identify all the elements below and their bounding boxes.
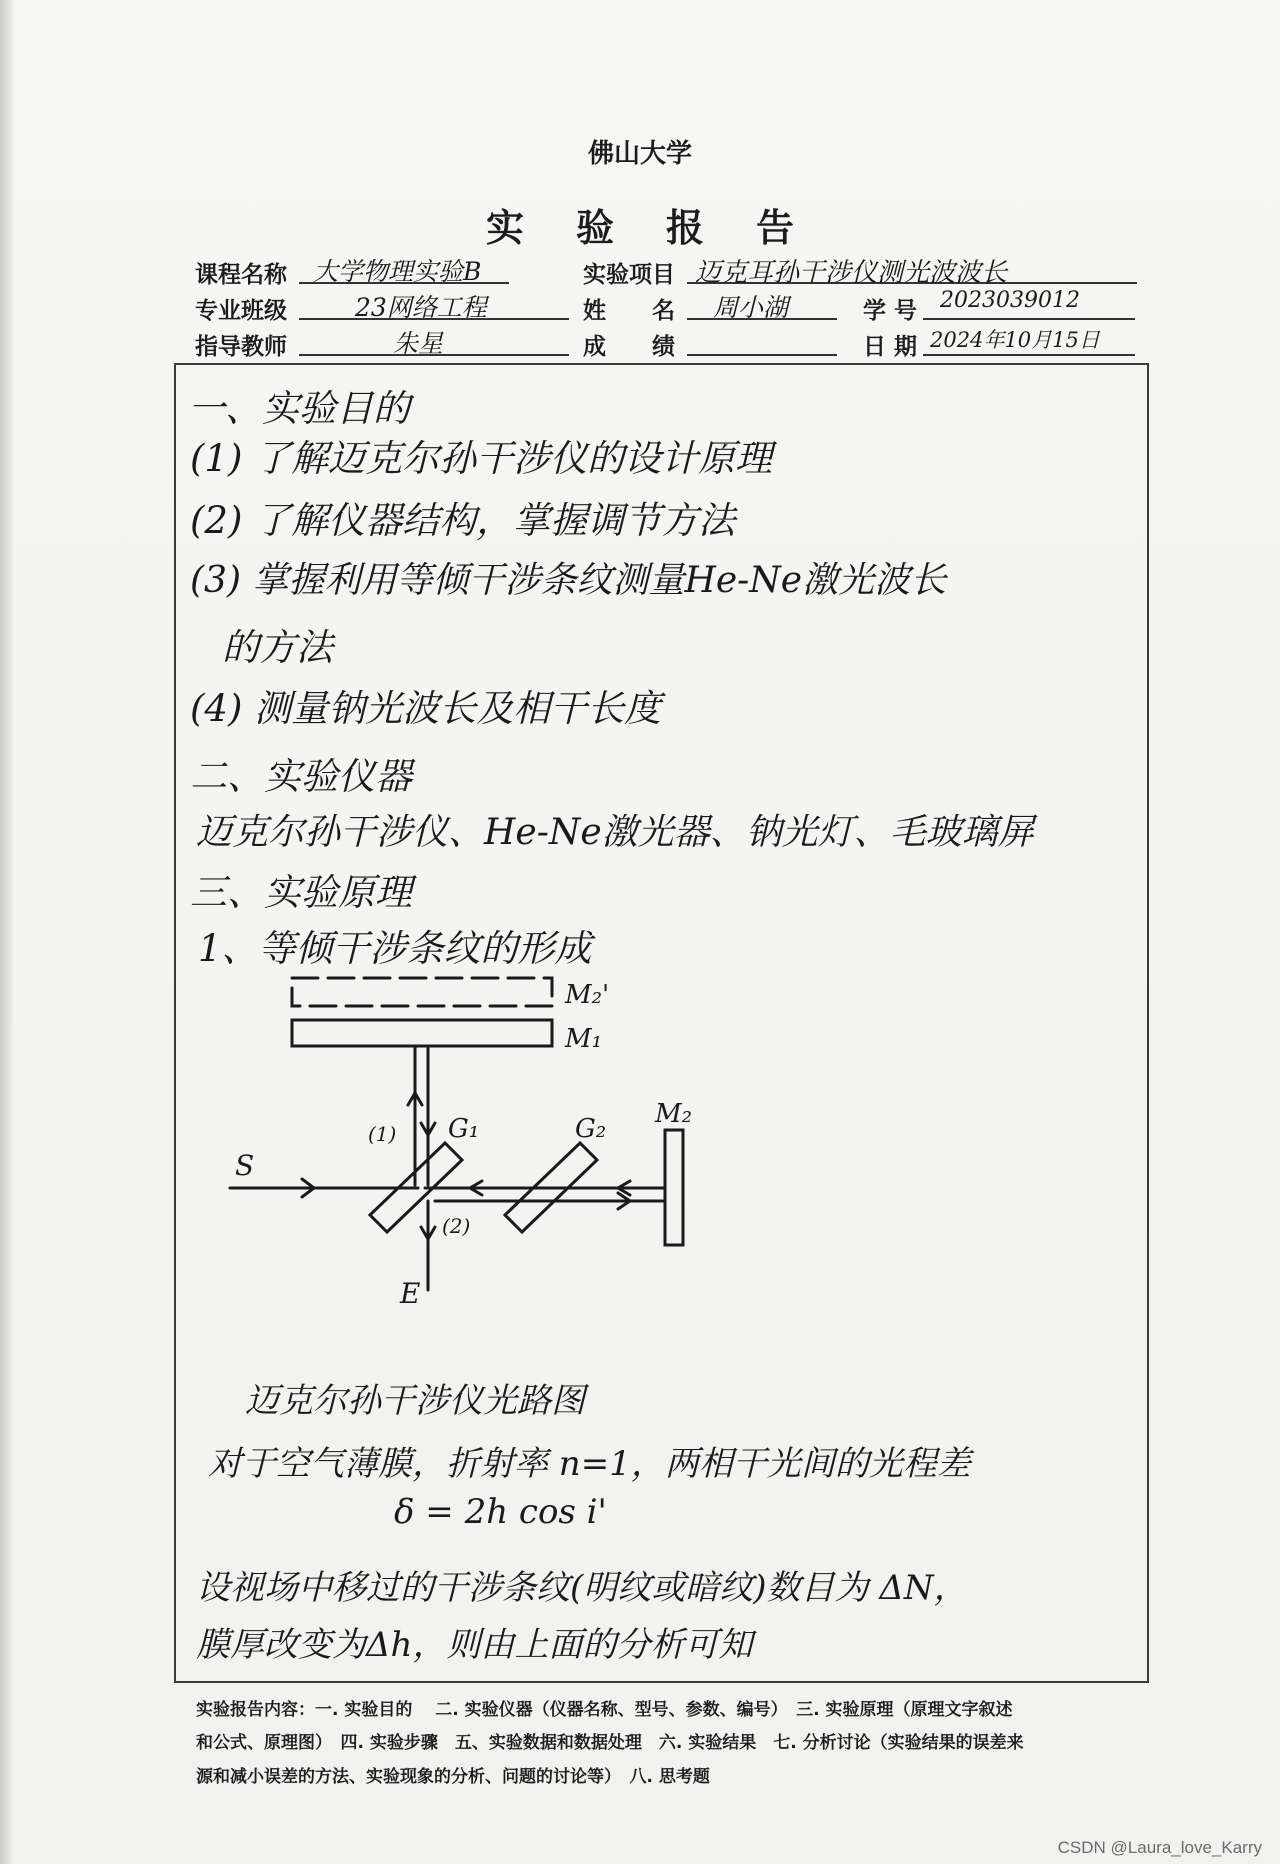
label-m2-prime: M₂' (565, 980, 610, 1010)
label-s: S (235, 1149, 255, 1182)
section-3-heading: 三、实验原理 (190, 871, 412, 914)
name-value: 周小湖 (713, 293, 789, 322)
info-row-teacher (195, 324, 1155, 358)
section-2-heading: 二、实验仪器 (190, 755, 412, 798)
project-label: 实验项目 (583, 261, 675, 288)
diagram-caption: 迈克尔孙干涉仪光路图 (245, 1381, 585, 1421)
name-label: 姓 名 (583, 297, 675, 324)
score-label: 成 绩 (583, 333, 675, 360)
teacher-label: 指导教师 (195, 333, 287, 360)
section-1-heading: 一、实验目的 (188, 387, 410, 430)
page-edge-shadow (0, 0, 14, 1864)
university-name: 佛山大学 (587, 139, 692, 169)
principle-text-2: 设视场中移过的干涉条纹(明纹或暗纹)数目为 ΔN， (196, 1568, 968, 1608)
interferometer-diagram (220, 965, 780, 1320)
objective-item-1: (1) 了解迈克尔孙干涉仪的设计原理 (190, 437, 773, 480)
principle-text-1: 对于空气薄膜，折射率 n=1，两相干光间的光程差 (208, 1444, 971, 1484)
objective-item-4: (4) 测量钠光波长及相干长度 (190, 687, 662, 730)
info-row-class (195, 288, 1155, 322)
label-m2: M₂ (655, 1099, 693, 1129)
info-row-course (195, 252, 1155, 286)
teacher-value: 朱星 (393, 329, 444, 358)
date-value: 2024年10月15日 (930, 328, 1100, 352)
report-title: 实验报告 (485, 205, 846, 250)
class-label: 专业班级 (195, 297, 287, 324)
score-underline (687, 324, 837, 356)
apparatus-list: 迈克尔孙干涉仪、He-Ne激光器、钠光灯、毛玻璃屏 (196, 812, 1034, 853)
label-g2: G₂ (575, 1114, 607, 1144)
subsection-1-heading: 1、等倾干涉条纹的形成 (198, 927, 592, 970)
label-path-2: (2) (442, 1214, 471, 1238)
objective-item-2: (2) 了解仪器结构，掌握调节方法 (190, 499, 736, 542)
footer-line-3: 源和减小误差的方法、实验现象的分析、问题的讨论等） 八. 思考题 (196, 1767, 710, 1787)
class-value: 23网络工程 (355, 293, 487, 322)
course-value: 大学物理实验B (313, 257, 482, 286)
objective-item-3-continued: 的方法 (222, 626, 333, 669)
principle-text-3: 膜厚改变为Δh，则由上面的分析可知 (196, 1625, 753, 1665)
csdn-watermark: CSDN @Laura_love_Karry (1057, 1838, 1262, 1857)
footer-line-2: 和公式、原理图） 四. 实验步骤 五、实验数据和数据处理 六. 实验结果 七. 分析讨论（实验结果的误差来 (196, 1733, 1024, 1753)
label-path-1: (1) (368, 1122, 397, 1146)
course-label: 课程名称 (195, 261, 287, 288)
label-g1: G₁ (448, 1114, 480, 1144)
project-value: 迈克耳孙干涉仪测光波波长 (695, 258, 1008, 288)
label-m1: M₁ (565, 1024, 603, 1054)
student-id-value: 2023039012 (940, 288, 1080, 313)
label-e: E (400, 1277, 421, 1310)
objective-item-3: (3) 掌握利用等倾干涉条纹测量He-Ne激光波长 (190, 560, 947, 601)
mirror-m1 (292, 1020, 552, 1046)
student-id-label: 学 号 (863, 297, 918, 324)
date-label: 日 期 (863, 333, 918, 360)
footer-line-1: 实验报告内容：一. 实验目的 二. 实验仪器（仪器名称、型号、参数、编号） 三. 实验原理（原理文字叙述 (196, 1700, 1013, 1720)
mirror-m2-prime (292, 978, 552, 1006)
path-difference-formula: δ = 2h cos i' (394, 1492, 607, 1532)
mirror-m2 (665, 1130, 683, 1245)
